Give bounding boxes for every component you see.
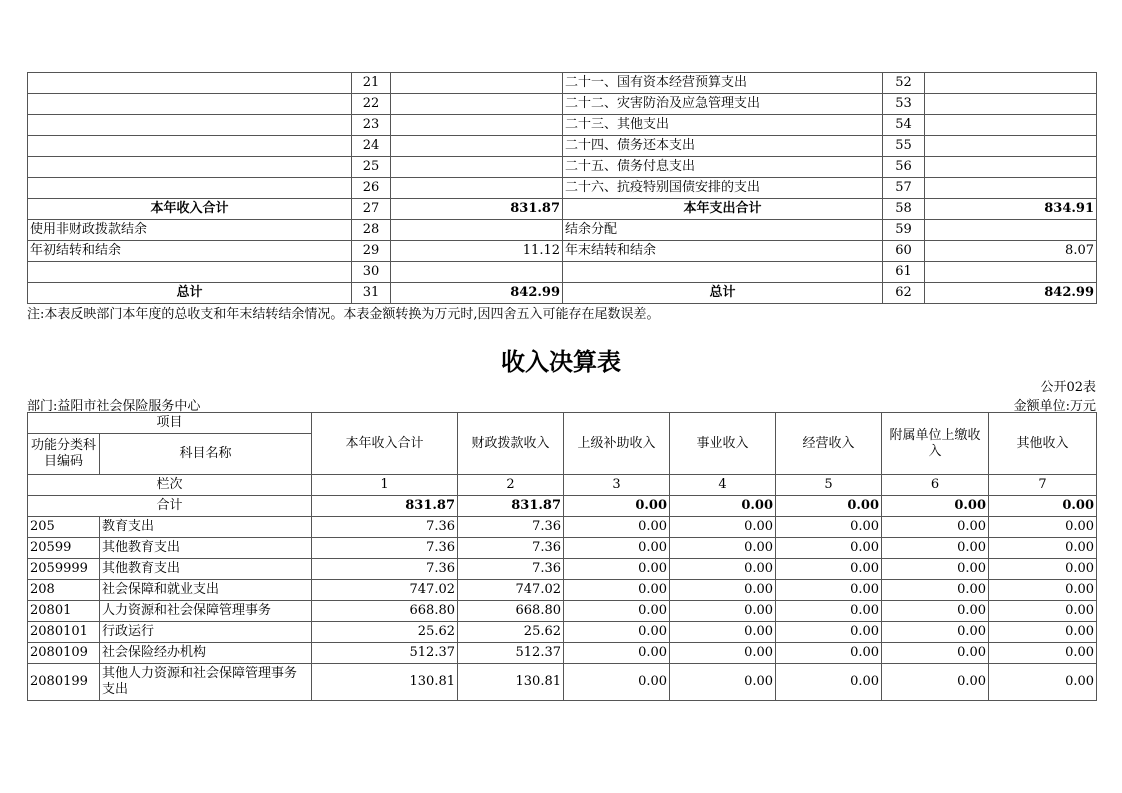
summary-left-label bbox=[28, 178, 352, 199]
amount-cell: 7.36 bbox=[312, 517, 458, 538]
summary-left-no: 24 bbox=[352, 136, 391, 157]
summary-right-label: 二十二、灾害防治及应急管理支出 bbox=[563, 94, 883, 115]
summary-right-label: 二十一、国有资本经营预算支出 bbox=[563, 73, 883, 94]
summary-left-no: 28 bbox=[352, 220, 391, 241]
col-no: 7 bbox=[989, 475, 1097, 496]
amount-cell: 0.00 bbox=[776, 580, 882, 601]
summary-left-no: 30 bbox=[352, 262, 391, 283]
summary-right-no: 53 bbox=[883, 94, 925, 115]
summary-right-value bbox=[925, 136, 1097, 157]
summary-right-value bbox=[925, 94, 1097, 115]
amount-cell: 25.62 bbox=[312, 622, 458, 643]
summary-row bbox=[28, 220, 1097, 241]
table-row bbox=[28, 517, 1097, 538]
col-no: 3 bbox=[564, 475, 670, 496]
summary-right-label: 二十四、债务还本支出 bbox=[563, 136, 883, 157]
summary-left-no: 22 bbox=[352, 94, 391, 115]
subject-name-header: 科目名称 bbox=[100, 434, 312, 475]
amount-cell: 7.36 bbox=[312, 559, 458, 580]
summary-left-value: 831.87 bbox=[391, 199, 563, 220]
summary-right-value bbox=[925, 220, 1097, 241]
income-table-body bbox=[28, 517, 1097, 701]
summary-right-no: 56 bbox=[883, 157, 925, 178]
summary-right-label bbox=[563, 262, 883, 283]
summary-left-label bbox=[28, 94, 352, 115]
amount-cell: 0.00 bbox=[989, 538, 1097, 559]
summary-row bbox=[28, 136, 1097, 157]
subject-name: 其他教育支出 bbox=[100, 559, 312, 580]
func-code: 20801 bbox=[28, 601, 100, 622]
amount-cell: 0.00 bbox=[670, 643, 776, 664]
table-row bbox=[28, 664, 1097, 701]
col-header: 其他收入 bbox=[989, 413, 1097, 475]
subject-name: 行政运行 bbox=[100, 622, 312, 643]
subject-name: 社会保险经办机构 bbox=[100, 643, 312, 664]
unit-label: 金额单位:万元 bbox=[1013, 399, 1096, 414]
func-code: 2059999 bbox=[28, 559, 100, 580]
item-header: 项目 bbox=[28, 413, 312, 434]
summary-right-no: 52 bbox=[883, 73, 925, 94]
amount-cell: 130.81 bbox=[458, 664, 564, 701]
total-value: 831.87 bbox=[312, 496, 458, 517]
amount-cell: 0.00 bbox=[989, 643, 1097, 664]
amount-cell: 668.80 bbox=[312, 601, 458, 622]
amount-cell: 0.00 bbox=[882, 601, 989, 622]
amount-cell: 0.00 bbox=[564, 601, 670, 622]
summary-left-label: 总计 bbox=[28, 283, 352, 304]
summary-left-label: 本年收入合计 bbox=[28, 199, 352, 220]
amount-cell: 0.00 bbox=[670, 580, 776, 601]
col-header: 上级补助收入 bbox=[564, 413, 670, 475]
summary-left-no: 27 bbox=[352, 199, 391, 220]
summary-right-label: 二十三、其他支出 bbox=[563, 115, 883, 136]
amount-cell: 0.00 bbox=[989, 622, 1097, 643]
amount-cell: 0.00 bbox=[670, 559, 776, 580]
amount-cell: 0.00 bbox=[670, 538, 776, 559]
summary-row bbox=[28, 241, 1097, 262]
amount-cell: 0.00 bbox=[882, 559, 989, 580]
summary-left-no: 23 bbox=[352, 115, 391, 136]
summary-left-label: 年初结转和结余 bbox=[28, 241, 352, 262]
amount-cell: 668.80 bbox=[458, 601, 564, 622]
amount-cell: 0.00 bbox=[564, 538, 670, 559]
summary-left-label bbox=[28, 73, 352, 94]
summary-left-value bbox=[391, 157, 563, 178]
func-code: 2080109 bbox=[28, 643, 100, 664]
total-value: 0.00 bbox=[670, 496, 776, 517]
summary-right-value: 842.99 bbox=[925, 283, 1097, 304]
amount-cell: 0.00 bbox=[564, 643, 670, 664]
summary-left-label bbox=[28, 157, 352, 178]
func-code: 208 bbox=[28, 580, 100, 601]
summary-right-value bbox=[925, 157, 1097, 178]
summary-row bbox=[28, 157, 1097, 178]
row-no-label: 栏次 bbox=[28, 475, 312, 496]
amount-cell: 0.00 bbox=[989, 664, 1097, 701]
summary-row bbox=[28, 94, 1097, 115]
table-id: 公开02表 bbox=[1040, 380, 1096, 395]
summary-left-no: 31 bbox=[352, 283, 391, 304]
table-row bbox=[28, 622, 1097, 643]
amount-cell: 0.00 bbox=[776, 643, 882, 664]
department-label: 部门:益阳市社会保险服务中心 bbox=[27, 399, 201, 414]
summary-table bbox=[27, 72, 1097, 304]
summary-row bbox=[28, 115, 1097, 136]
income-table-header bbox=[28, 413, 1097, 517]
income-table bbox=[27, 412, 1097, 701]
summary-right-label: 结余分配 bbox=[563, 220, 883, 241]
summary-left-value bbox=[391, 115, 563, 136]
amount-cell: 7.36 bbox=[458, 538, 564, 559]
amount-cell: 512.37 bbox=[458, 643, 564, 664]
amount-cell: 0.00 bbox=[670, 601, 776, 622]
col-header: 附属单位上缴收入 bbox=[882, 413, 989, 475]
summary-row bbox=[28, 178, 1097, 199]
amount-cell: 747.02 bbox=[312, 580, 458, 601]
subject-name: 其他人力资源和社会保障管理事务支出 bbox=[100, 664, 312, 701]
amount-cell: 0.00 bbox=[882, 622, 989, 643]
amount-cell: 0.00 bbox=[989, 559, 1097, 580]
amount-cell: 0.00 bbox=[776, 517, 882, 538]
func-code: 205 bbox=[28, 517, 100, 538]
col-no: 5 bbox=[776, 475, 882, 496]
amount-cell: 0.00 bbox=[882, 538, 989, 559]
amount-cell: 25.62 bbox=[458, 622, 564, 643]
summary-left-value bbox=[391, 178, 563, 199]
summary-left-no: 25 bbox=[352, 157, 391, 178]
summary-row bbox=[28, 199, 1097, 220]
summary-right-value bbox=[925, 178, 1097, 199]
amount-cell: 0.00 bbox=[989, 580, 1097, 601]
col-no: 2 bbox=[458, 475, 564, 496]
amount-cell: 0.00 bbox=[776, 622, 882, 643]
table-row bbox=[28, 538, 1097, 559]
summary-left-label bbox=[28, 136, 352, 157]
amount-cell: 7.36 bbox=[312, 538, 458, 559]
summary-right-label: 二十五、债务付息支出 bbox=[563, 157, 883, 178]
amount-cell: 0.00 bbox=[564, 517, 670, 538]
summary-left-value: 11.12 bbox=[391, 241, 563, 262]
total-value: 0.00 bbox=[564, 496, 670, 517]
subject-name: 人力资源和社会保障管理事务 bbox=[100, 601, 312, 622]
col-header: 本年收入合计 bbox=[312, 413, 458, 475]
amount-cell: 0.00 bbox=[564, 559, 670, 580]
summary-left-value bbox=[391, 262, 563, 283]
total-value: 831.87 bbox=[458, 496, 564, 517]
col-no: 6 bbox=[882, 475, 989, 496]
col-no: 1 bbox=[312, 475, 458, 496]
subject-name: 其他教育支出 bbox=[100, 538, 312, 559]
summary-left-value bbox=[391, 94, 563, 115]
amount-cell: 0.00 bbox=[670, 517, 776, 538]
summary-right-no: 61 bbox=[883, 262, 925, 283]
summary-left-no: 29 bbox=[352, 241, 391, 262]
summary-left-no: 21 bbox=[352, 73, 391, 94]
func-code: 20599 bbox=[28, 538, 100, 559]
table-row bbox=[28, 580, 1097, 601]
subject-name: 教育支出 bbox=[100, 517, 312, 538]
amount-cell: 0.00 bbox=[882, 643, 989, 664]
summary-left-label: 使用非财政拨款结余 bbox=[28, 220, 352, 241]
summary-right-value: 8.07 bbox=[925, 241, 1097, 262]
total-value: 0.00 bbox=[776, 496, 882, 517]
summary-left-value bbox=[391, 136, 563, 157]
summary-right-value bbox=[925, 73, 1097, 94]
summary-left-value bbox=[391, 73, 563, 94]
summary-left-no: 26 bbox=[352, 178, 391, 199]
amount-cell: 512.37 bbox=[312, 643, 458, 664]
total-value: 0.00 bbox=[882, 496, 989, 517]
amount-cell: 0.00 bbox=[882, 517, 989, 538]
amount-cell: 747.02 bbox=[458, 580, 564, 601]
amount-cell: 0.00 bbox=[882, 664, 989, 701]
func-code: 2080101 bbox=[28, 622, 100, 643]
summary-row bbox=[28, 73, 1097, 94]
summary-right-label: 二十六、抗疫特别国债安排的支出 bbox=[563, 178, 883, 199]
table-row bbox=[28, 559, 1097, 580]
amount-cell: 0.00 bbox=[564, 664, 670, 701]
amount-cell: 7.36 bbox=[458, 559, 564, 580]
amount-cell: 0.00 bbox=[776, 559, 882, 580]
page-title: 收入决算表 bbox=[501, 348, 621, 376]
summary-row bbox=[28, 262, 1097, 283]
col-header: 事业收入 bbox=[670, 413, 776, 475]
summary-right-no: 59 bbox=[883, 220, 925, 241]
amount-cell: 0.00 bbox=[564, 622, 670, 643]
summary-right-no: 55 bbox=[883, 136, 925, 157]
col-header: 经营收入 bbox=[776, 413, 882, 475]
amount-cell: 0.00 bbox=[776, 664, 882, 701]
summary-right-label: 年末结转和结余 bbox=[563, 241, 883, 262]
amount-cell: 0.00 bbox=[776, 538, 882, 559]
amount-cell: 0.00 bbox=[989, 601, 1097, 622]
amount-cell: 0.00 bbox=[670, 664, 776, 701]
summary-left-value: 842.99 bbox=[391, 283, 563, 304]
amount-cell: 0.00 bbox=[989, 517, 1097, 538]
summary-right-no: 57 bbox=[883, 178, 925, 199]
summary-left-label bbox=[28, 262, 352, 283]
summary-right-label: 本年支出合计 bbox=[563, 199, 883, 220]
func-code-header: 功能分类科目编码 bbox=[28, 434, 100, 475]
amount-cell: 0.00 bbox=[776, 601, 882, 622]
summary-right-no: 60 bbox=[883, 241, 925, 262]
summary-right-label: 总计 bbox=[563, 283, 883, 304]
table-note: 注:本表反映部门本年度的总收支和年末结转结余情况。本表金额转换为万元时,因四舍五入可能存在尾数误差。 bbox=[27, 307, 660, 322]
summary-left-value bbox=[391, 220, 563, 241]
summary-row bbox=[28, 283, 1097, 304]
col-header: 财政拨款收入 bbox=[458, 413, 564, 475]
amount-cell: 0.00 bbox=[670, 622, 776, 643]
table-row bbox=[28, 643, 1097, 664]
col-no: 4 bbox=[670, 475, 776, 496]
amount-cell: 0.00 bbox=[882, 580, 989, 601]
amount-cell: 7.36 bbox=[458, 517, 564, 538]
summary-left-label bbox=[28, 115, 352, 136]
func-code: 2080199 bbox=[28, 664, 100, 701]
table-row bbox=[28, 601, 1097, 622]
total-value: 0.00 bbox=[989, 496, 1097, 517]
total-label: 合计 bbox=[28, 496, 312, 517]
amount-cell: 0.00 bbox=[564, 580, 670, 601]
summary-right-no: 54 bbox=[883, 115, 925, 136]
summary-right-no: 62 bbox=[883, 283, 925, 304]
summary-table-body bbox=[28, 73, 1097, 304]
summary-right-no: 58 bbox=[883, 199, 925, 220]
summary-right-value bbox=[925, 115, 1097, 136]
summary-right-value bbox=[925, 262, 1097, 283]
amount-cell: 130.81 bbox=[312, 664, 458, 701]
subject-name: 社会保障和就业支出 bbox=[100, 580, 312, 601]
summary-right-value: 834.91 bbox=[925, 199, 1097, 220]
